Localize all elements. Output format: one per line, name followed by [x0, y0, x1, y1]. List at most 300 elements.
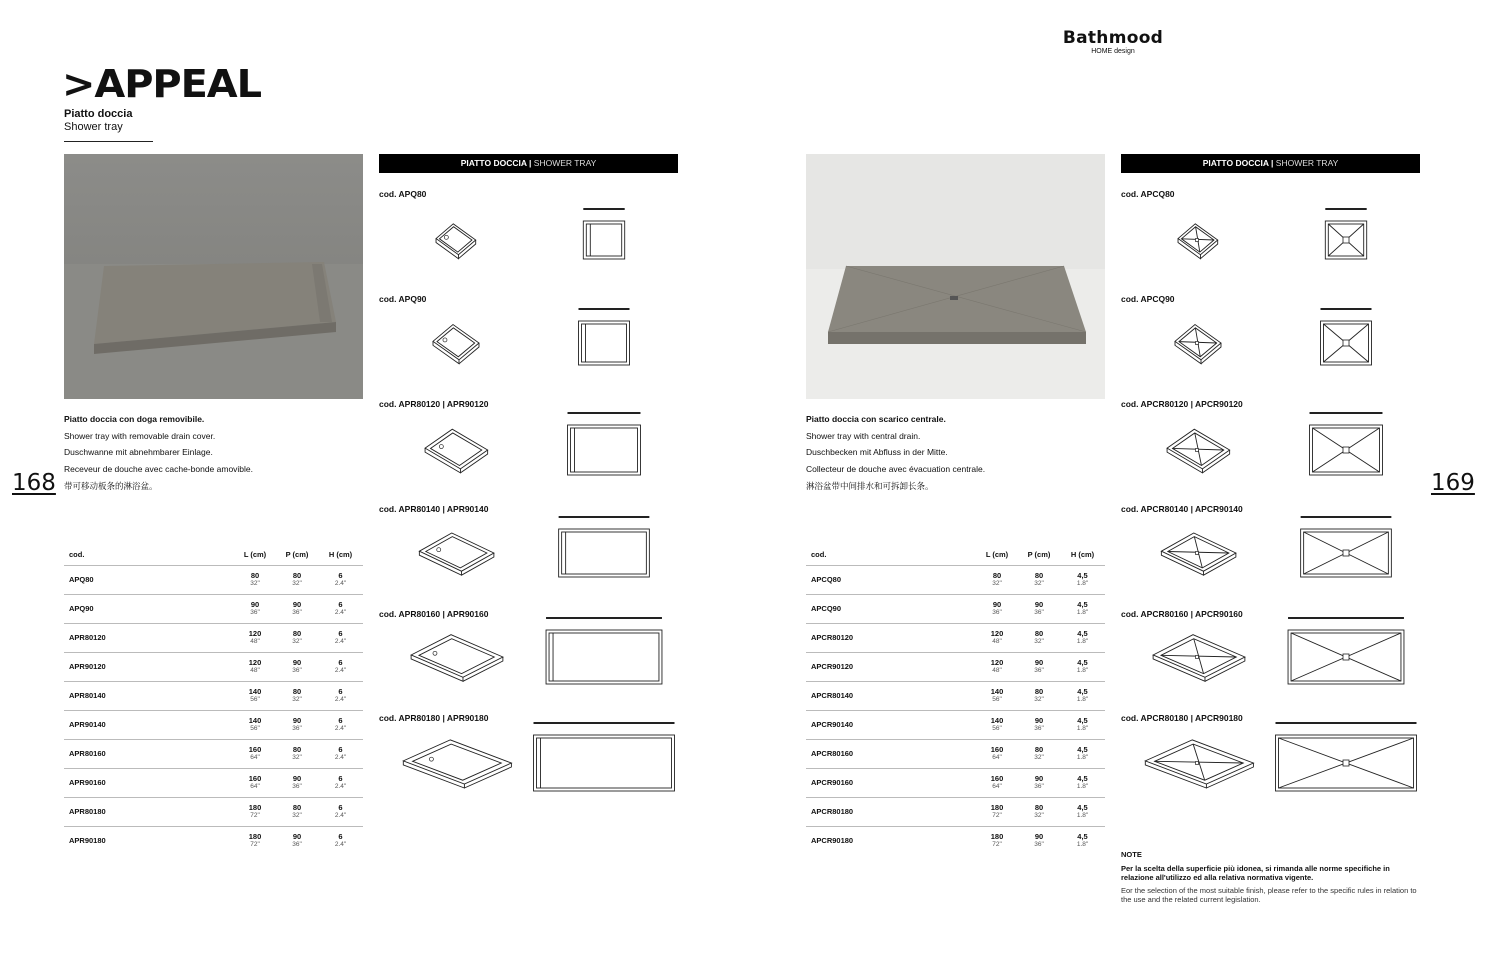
note-en: Eor the selection of the most suitable finish, please refer to the specific rules in relation to the use and the related current legislation. — [1121, 885, 1417, 904]
cell-cod: APCR80140 — [806, 682, 976, 711]
cell-p — [276, 711, 318, 740]
cell-p — [1018, 740, 1060, 769]
cell-p — [1018, 769, 1060, 798]
drawing-left-plan-outline — [559, 529, 650, 577]
subtitle-en: Shower tray — [64, 121, 123, 133]
cell-l — [976, 798, 1018, 827]
table-row — [806, 769, 1105, 798]
cell-inch: 64" — [992, 754, 1002, 761]
cell-inch: 1.8" — [1076, 580, 1089, 587]
cell-value: 90 — [292, 832, 302, 841]
cell-h — [1060, 682, 1105, 711]
drawing-right-iso-drain — [1196, 656, 1199, 659]
desc-left-it: Piatto doccia con doga removibile. — [64, 414, 205, 424]
cell-p — [1018, 798, 1060, 827]
table-row — [64, 595, 363, 624]
drawing-right-iso-drain — [1196, 239, 1199, 242]
table-row — [64, 653, 363, 682]
cell-value: 4,5 — [1077, 629, 1088, 638]
drawing-left-plan-inner — [537, 738, 672, 788]
drawing-left-plan-outline — [579, 321, 630, 365]
header-bold: PIATTO DOCCIA — [1202, 158, 1269, 168]
cell-value: 6 — [338, 629, 343, 638]
drawing-left-iso-edge — [425, 448, 460, 473]
cell-inch: 2.4" — [334, 783, 347, 790]
note-heading: NOTE — [1121, 850, 1142, 859]
cell-h — [1060, 653, 1105, 682]
cell-value: 180 — [248, 832, 262, 841]
cell-p — [276, 653, 318, 682]
cell-h — [1060, 740, 1105, 769]
cell-inch: 32" — [1034, 754, 1044, 761]
code-right-0: cod. APCQ80 — [1121, 189, 1175, 199]
cell-p — [276, 595, 318, 624]
header-bold: PIATTO DOCCIA — [460, 158, 527, 168]
code-left-1: cod. APQ90 — [379, 294, 427, 304]
table-header — [64, 543, 363, 566]
brand-name: Bathmood — [1062, 28, 1164, 48]
note-block — [1121, 850, 1421, 905]
cell-l — [234, 827, 276, 856]
spec-table-right — [806, 543, 1105, 855]
table-row — [64, 711, 363, 740]
table-row — [64, 624, 363, 653]
cell-cod: APCQ90 — [806, 595, 976, 624]
cell-value: 4,5 — [1077, 571, 1088, 580]
drawing-left-iso-edge — [436, 239, 458, 259]
cell-inch: 72" — [992, 841, 1002, 848]
th-h: H (cm) — [1070, 549, 1095, 559]
cell-inch: 56" — [992, 725, 1002, 732]
cell-h — [1060, 711, 1105, 740]
cell-cod: APR80140 — [64, 682, 234, 711]
drawing-right-iso-edge — [1205, 657, 1245, 681]
cell-value: 160 — [248, 745, 262, 754]
cell-value: 140 — [248, 687, 262, 696]
cell-inch: 32" — [1034, 580, 1044, 587]
cell-l — [234, 682, 276, 711]
cell-l — [234, 653, 276, 682]
cell-l — [976, 740, 1018, 769]
cell-inch: 1.8" — [1076, 812, 1089, 819]
cell-inch: 2.4" — [334, 667, 347, 674]
drawing-left-plan-inner — [582, 324, 627, 362]
cell-p — [276, 624, 318, 653]
cell-inch: 36" — [292, 609, 302, 616]
cell-value: 80 — [250, 571, 260, 580]
drawing-left-iso-drain — [437, 548, 441, 552]
drawing-left-iso-drain — [429, 757, 433, 761]
drawing-right-plan-drain — [1343, 447, 1349, 453]
cell-l — [976, 827, 1018, 856]
drawing-left-plan-outline — [534, 735, 675, 791]
cell-value: 160 — [990, 745, 1004, 754]
cell-inch: 56" — [250, 696, 260, 703]
cell-h — [318, 624, 363, 653]
header-light: SHOWER TRAY — [533, 158, 597, 168]
cell-value: 4,5 — [1077, 658, 1088, 667]
cell-p — [1018, 595, 1060, 624]
desc-left-de: Duschwanne mit abnehmbarer Einlage. — [64, 447, 213, 458]
cell-value: 4,5 — [1077, 716, 1088, 725]
cell-value: 140 — [990, 687, 1004, 696]
cell-inch: 2.4" — [334, 580, 347, 587]
cell-value: 140 — [248, 716, 262, 725]
cell-inch: 36" — [1034, 841, 1044, 848]
cell-cod: APCR90180 — [806, 827, 976, 856]
cell-inch: 32" — [1034, 696, 1044, 703]
drawing-left-iso-edge — [463, 657, 503, 681]
cell-inch: 1.8" — [1076, 841, 1089, 848]
cell-inch: 36" — [992, 609, 1002, 616]
drawing-right-iso-edge — [1206, 763, 1253, 788]
desc-left-fr: Receveur de douche avec cache-bonde amovible. — [64, 464, 254, 475]
cell-value: 180 — [248, 803, 262, 812]
brand-sub: HOME design — [1091, 48, 1135, 55]
drawing-left-iso-edge — [433, 341, 459, 363]
cell-inch: 36" — [1034, 667, 1044, 674]
cell-value: 80 — [1034, 571, 1044, 580]
cell-cod: APCQ80 — [806, 566, 976, 595]
drawing-right-iso-edge — [1153, 655, 1205, 681]
drawing-left-iso-inner — [426, 537, 487, 568]
cell-cod: APR90120 — [64, 653, 234, 682]
cell-value: 90 — [1034, 832, 1044, 841]
cell-inch: 1.8" — [1076, 725, 1089, 732]
table-row — [64, 827, 363, 856]
cell-h — [1060, 798, 1105, 827]
cell-l — [976, 769, 1018, 798]
cell-value: 90 — [1034, 658, 1044, 667]
cell-value: 80 — [292, 571, 302, 580]
cell-inch: 72" — [992, 812, 1002, 819]
cell-value: 6 — [338, 774, 343, 783]
cell-value: 90 — [292, 658, 302, 667]
cell-h — [318, 711, 363, 740]
drawing-right-plan-drain — [1343, 654, 1349, 660]
th-cod: cod. — [811, 549, 827, 559]
cell-inch: 36" — [292, 783, 302, 790]
drawing-left-plan-outline — [568, 425, 641, 475]
cell-cod: APCR90120 — [806, 653, 976, 682]
cell-cod: APR90180 — [64, 827, 234, 856]
cell-value: 90 — [1034, 716, 1044, 725]
drawing-right-iso-drain — [1196, 342, 1199, 345]
drawing-right-iso-drain — [1196, 449, 1199, 452]
cell-inch: 64" — [250, 754, 260, 761]
cell-value: 6 — [338, 600, 343, 609]
subtitle-it: Piatto doccia — [64, 108, 133, 120]
drawing-left-plan-inner — [549, 633, 659, 681]
cell-value: 90 — [1034, 774, 1044, 783]
drawing-right-plan-drain — [1343, 340, 1349, 346]
header-light: SHOWER TRAY — [1275, 158, 1339, 168]
code-right-5: cod. APCR80180 | APCR90180 — [1121, 713, 1243, 723]
cell-inch: 1.8" — [1076, 754, 1089, 761]
th-l: L (cm) — [985, 549, 1009, 559]
cell-l — [976, 566, 1018, 595]
cell-p — [276, 682, 318, 711]
cell-value: 80 — [292, 745, 302, 754]
table-row — [806, 653, 1105, 682]
code-left-5: cod. APR80180 | APR90180 — [379, 713, 489, 723]
table-row — [806, 624, 1105, 653]
cell-value: 90 — [292, 716, 302, 725]
th-l: L (cm) — [243, 549, 267, 559]
code-left-4: cod. APR80160 | APR90160 — [379, 609, 489, 619]
cell-inch: 1.8" — [1076, 609, 1089, 616]
cell-inch: 32" — [250, 580, 260, 587]
cell-inch: 2.4" — [334, 841, 347, 848]
cell-value: 6 — [338, 571, 343, 580]
drawing-left-iso-inner — [430, 433, 481, 466]
th-p: P (cm) — [1027, 549, 1051, 559]
cell-value: 4,5 — [1077, 774, 1088, 783]
cell-value: 120 — [990, 658, 1004, 667]
cell-inch: 2.4" — [334, 638, 347, 645]
cell-value: 140 — [990, 716, 1004, 725]
cell-p — [1018, 682, 1060, 711]
page-number-left: 168 — [12, 470, 56, 496]
cell-p — [276, 798, 318, 827]
header-sep: | — [526, 158, 534, 168]
cell-p — [276, 740, 318, 769]
desc-left-en: Shower tray with removable drain cover. — [64, 430, 216, 441]
table-row — [806, 740, 1105, 769]
drawing-left-iso-drain — [443, 338, 447, 342]
drawing-right-plan-drain — [1343, 550, 1349, 556]
cell-l — [976, 653, 1018, 682]
drawing-left-plan-inner — [586, 224, 621, 256]
cell-inch: 32" — [292, 638, 302, 645]
cell-h — [318, 827, 363, 856]
drawing-left-plan-outline — [546, 630, 662, 684]
cell-value: 80 — [1034, 745, 1044, 754]
cell-value: 80 — [1034, 687, 1044, 696]
desc-left-zh: 带可移动板条的淋浴盆。 — [64, 480, 158, 491]
table-row — [806, 682, 1105, 711]
cell-p — [1018, 566, 1060, 595]
drawing-left-iso-inner — [419, 639, 494, 674]
cell-inch: 36" — [292, 725, 302, 732]
code-left-0: cod. APQ80 — [379, 189, 427, 199]
drawing-left-iso-edge — [411, 655, 463, 681]
cell-l — [976, 682, 1018, 711]
cell-l — [234, 740, 276, 769]
cell-inch: 36" — [250, 609, 260, 616]
cell-p — [1018, 653, 1060, 682]
code-right-1: cod. APCQ90 — [1121, 294, 1175, 304]
cell-h — [318, 682, 363, 711]
cell-value: 90 — [992, 600, 1002, 609]
drawing-left-iso-inner — [413, 744, 502, 780]
cell-inch: 32" — [1034, 812, 1044, 819]
cell-l — [234, 798, 276, 827]
drawing-left-iso-edge — [403, 761, 464, 788]
cell-inch: 36" — [292, 667, 302, 674]
cell-value: 6 — [338, 687, 343, 696]
cell-l — [234, 769, 276, 798]
drawing-left-iso-edge — [419, 551, 461, 575]
drawing-left-plan-inner — [562, 532, 647, 574]
cell-cod: APQ80 — [64, 566, 234, 595]
cell-value: 6 — [338, 803, 343, 812]
cell-inch: 2.4" — [334, 725, 347, 732]
table-row — [64, 740, 363, 769]
cell-inch: 56" — [250, 725, 260, 732]
cell-inch: 48" — [250, 667, 260, 674]
cell-inch: 2.4" — [334, 696, 347, 703]
cell-value: 180 — [990, 803, 1004, 812]
th-h: H (cm) — [328, 549, 353, 559]
cell-inch: 32" — [292, 580, 302, 587]
cell-l — [976, 624, 1018, 653]
cell-h — [318, 798, 363, 827]
cell-h — [318, 769, 363, 798]
th-p: P (cm) — [285, 549, 309, 559]
drawing-right-iso-drain — [1196, 762, 1199, 765]
cell-cod: APR90140 — [64, 711, 234, 740]
th-cod: cod. — [69, 549, 85, 559]
cell-value: 120 — [248, 629, 262, 638]
desc-right-fr: Collecteur de douche avec évacuation centrale. — [806, 464, 986, 475]
note-it: Per la scelta della superficie più idonea, si rimanda alle norme specifiche in relazione all'utilizzo ed alla relativa normativa vigente. — [1121, 863, 1390, 882]
table-row — [806, 711, 1105, 740]
drawing-right-plan-drain — [1343, 237, 1349, 243]
header-sep: | — [1268, 158, 1276, 168]
cell-p — [276, 827, 318, 856]
drawing-left-iso-drain — [439, 445, 443, 449]
cell-cod: APR80120 — [64, 624, 234, 653]
table-row — [806, 595, 1105, 624]
cell-l — [976, 595, 1018, 624]
cell-cod: APCR80160 — [806, 740, 976, 769]
cell-value: 6 — [338, 716, 343, 725]
cell-inch: 48" — [992, 667, 1002, 674]
cell-l — [234, 711, 276, 740]
cell-cod: APR80180 — [64, 798, 234, 827]
cell-h — [1060, 624, 1105, 653]
cell-inch: 48" — [250, 638, 260, 645]
code-right-2: cod. APCR80120 | APCR90120 — [1121, 399, 1243, 409]
cell-value: 80 — [292, 629, 302, 638]
drawing-left-iso-drain — [433, 651, 437, 655]
cell-inch: 56" — [992, 696, 1002, 703]
cell-inch: 2.4" — [334, 812, 347, 819]
cell-value: 4,5 — [1077, 687, 1088, 696]
cell-value: 120 — [248, 658, 262, 667]
cell-value: 80 — [292, 803, 302, 812]
cell-cod: APQ90 — [64, 595, 234, 624]
cell-inch: 32" — [992, 580, 1002, 587]
cell-h — [1060, 595, 1105, 624]
cell-value: 90 — [292, 600, 302, 609]
drawing-left-plan-inner — [571, 428, 638, 472]
cell-inch: 64" — [992, 783, 1002, 790]
cell-inch: 1.8" — [1076, 638, 1089, 645]
cell-p — [1018, 827, 1060, 856]
cell-value: 6 — [338, 832, 343, 841]
cell-value: 4,5 — [1077, 803, 1088, 812]
cell-value: 90 — [292, 774, 302, 783]
cell-l — [976, 711, 1018, 740]
table-row — [806, 566, 1105, 595]
cell-value: 4,5 — [1077, 832, 1088, 841]
cell-value: 80 — [292, 687, 302, 696]
cell-value: 80 — [1034, 803, 1044, 812]
spec-table-left — [64, 543, 363, 855]
cell-h — [1060, 769, 1105, 798]
code-right-3: cod. APCR80140 | APCR90140 — [1121, 504, 1243, 514]
cell-cod: APCR90140 — [806, 711, 976, 740]
cell-cod: APR90160 — [64, 769, 234, 798]
cell-inch: 36" — [292, 841, 302, 848]
cell-cod: APCR90160 — [806, 769, 976, 798]
cell-value: 4,5 — [1077, 745, 1088, 754]
cell-p — [276, 769, 318, 798]
cell-value: 4,5 — [1077, 600, 1088, 609]
drawing-left-iso-drain — [444, 235, 448, 239]
drawing-right-plan-drain — [1343, 760, 1349, 766]
page-number-right: 169 — [1431, 470, 1475, 496]
table-row — [64, 798, 363, 827]
cell-inch: 1.8" — [1076, 667, 1089, 674]
cell-inch: 2.4" — [334, 609, 347, 616]
cell-h — [1060, 827, 1105, 856]
cell-inch: 32" — [292, 754, 302, 761]
cell-p — [1018, 624, 1060, 653]
cell-inch: 1.8" — [1076, 696, 1089, 703]
cell-value: 160 — [990, 774, 1004, 783]
cell-h — [318, 653, 363, 682]
table-row — [64, 682, 363, 711]
cell-value: 80 — [1034, 629, 1044, 638]
desc-right-it: Piatto doccia con scarico centrale. — [806, 414, 946, 424]
drawing-right-iso-drain — [1196, 552, 1199, 555]
cell-inch: 2.4" — [334, 754, 347, 761]
table-row — [806, 827, 1105, 856]
drawing-left-iso-edge — [464, 763, 511, 788]
table-row — [64, 566, 363, 595]
cell-inch: 36" — [1034, 783, 1044, 790]
cell-value: 6 — [338, 658, 343, 667]
cell-inch: 48" — [992, 638, 1002, 645]
code-left-2: cod. APR80120 | APR90120 — [379, 399, 489, 409]
cell-inch: 1.8" — [1076, 783, 1089, 790]
drawing-right-iso-edge — [1145, 761, 1206, 788]
cell-inch: 36" — [1034, 725, 1044, 732]
cell-h — [318, 566, 363, 595]
table-row — [806, 798, 1105, 827]
cell-value: 80 — [992, 571, 1002, 580]
cell-value: 120 — [990, 629, 1004, 638]
cell-value: 90 — [1034, 600, 1044, 609]
cell-l — [234, 595, 276, 624]
cell-h — [1060, 566, 1105, 595]
cell-cod: APR80160 — [64, 740, 234, 769]
cell-cod: APCR80120 — [806, 624, 976, 653]
cell-inch: 32" — [292, 696, 302, 703]
table-header — [806, 543, 1105, 566]
cell-h — [318, 595, 363, 624]
cell-value: 160 — [248, 774, 262, 783]
table-row — [64, 769, 363, 798]
cell-inch: 72" — [250, 841, 260, 848]
cell-inch: 32" — [1034, 638, 1044, 645]
desc-right-en: Shower tray with central drain. — [806, 430, 921, 441]
cell-value: 90 — [250, 600, 260, 609]
cell-value: 6 — [338, 745, 343, 754]
